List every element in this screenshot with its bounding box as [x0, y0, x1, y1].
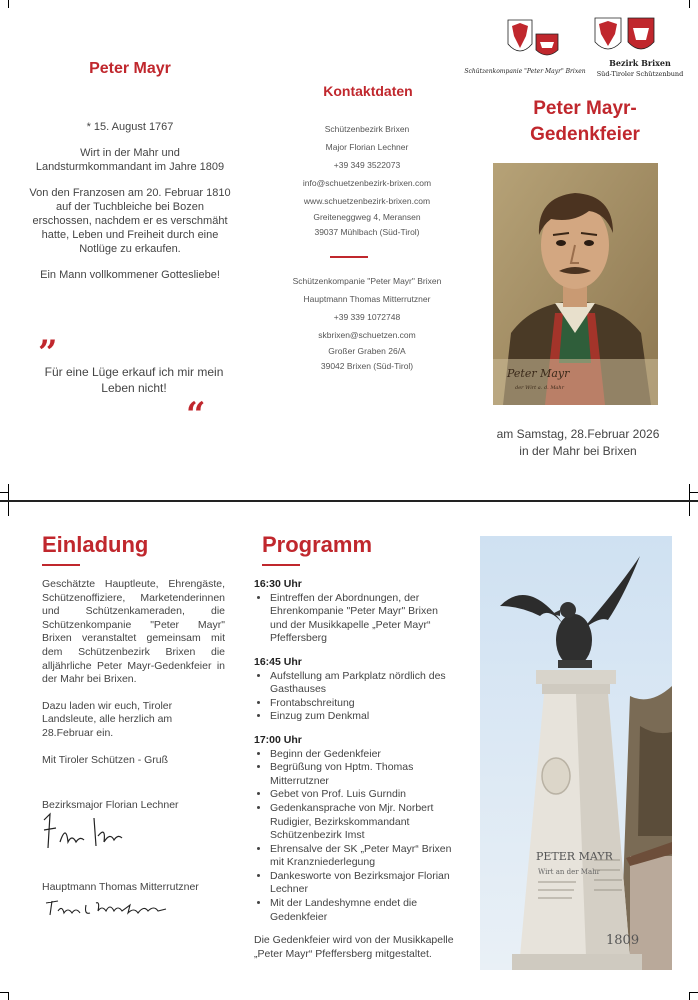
time-slot: 16:30 Uhr — [254, 578, 302, 590]
programme-item: • Gedenkansprache von Mjr. Norbert Rudigier, Bezirkskommandant Schützenbezirk Imst — [270, 802, 458, 843]
contact-line: 39037 Mühlbach (Süd-Tirol) — [314, 227, 420, 237]
crop-mark — [8, 992, 9, 1000]
event-title-line: Peter Mayr- — [533, 98, 637, 119]
programme-item: • Gebet von Prof. Luis Gurndin — [270, 788, 458, 802]
crop-mark — [690, 992, 698, 993]
programme-items — [254, 748, 458, 925]
fold-divider — [0, 500, 698, 502]
invitation-title: Einladung — [42, 532, 149, 557]
event-title — [495, 96, 675, 148]
programme-item: • Dankesworte von Bezirksmajor Florian Lechner — [270, 870, 458, 897]
programme-item: • Mit der Landeshymne endet die Gedenkfeier — [270, 897, 458, 924]
quote-open-icon: ” — [38, 333, 58, 373]
crop-mark — [690, 492, 698, 493]
monument-inscription: PETER MAYR — [536, 850, 613, 863]
quote-close-icon: “ — [186, 395, 206, 435]
invitation-text — [42, 578, 225, 817]
logos — [462, 14, 690, 84]
contact-phone: +39 339 1072748 — [333, 312, 401, 322]
biography — [28, 120, 232, 294]
peter-mayr-title: Peter Mayr — [89, 60, 171, 77]
time-slot: 16:45 Uhr — [254, 655, 302, 668]
contact-line: Schützenkompanie "Peter Mayr" Brixen — [292, 276, 442, 286]
signatory-2-name: Hauptmann Thomas Mitterrutzner — [42, 881, 199, 893]
programme-item: • Eintreffen der Abordnungen, der Ehrenkompanie "Peter Mayr" Brixen und der Musikkapelle „Peter Mayr“ Pfeffersberg — [270, 592, 458, 646]
event-title-line: Gedenkfeier — [530, 124, 640, 145]
crop-mark — [0, 492, 8, 493]
kompanie-caption: Schützenkompanie "Peter Mayr" Brixen — [464, 68, 586, 75]
programme-item: • Frontabschreitung — [270, 697, 458, 711]
red-separator — [42, 564, 80, 566]
contact-email: info@schuetzenbezirk-brixen.com — [302, 178, 432, 188]
programme-items — [254, 670, 458, 724]
contact-title: Kontaktdaten — [323, 83, 413, 99]
contact-email: skbrixen@schuetzen.com — [318, 330, 416, 340]
bio-paragraph-2: Von den Franzosen am 20. Februar 1810 auf der Tuchbleiche bei Bozen erschossen, nachdem er es verschmäht hatte, Leben und Freiheit durch eine Notlüge zu erkaufen. — [29, 187, 231, 255]
signature-lechner — [40, 806, 140, 863]
bezirk-caption: Bezirk Brixen — [609, 58, 671, 68]
bio-paragraph-1: Wirt in der Mahr und Landsturmkommandant im Jahre 1809 — [35, 147, 225, 173]
invitation-paragraph-2: Dazu laden wir euch, Tiroler Landsleute, alle herzlich am 28.Februar ein. — [42, 699, 173, 739]
quote: Für eine Lüge erkauf ich mir mein Leben nicht! — [44, 365, 224, 395]
programme-item: • Ehrensalve der SK „Peter Mayr“ Brixen mit Kranzniederlegung — [270, 843, 458, 870]
birth-date: * 15. August 1767 — [86, 121, 174, 133]
programme-item: • Begrüßung von Hptm. Thomas Mitterrutzner — [270, 761, 458, 788]
contact-line: 39042 Brixen (Süd-Tirol) — [320, 361, 414, 371]
programme-list — [254, 578, 458, 961]
event-location-line: in der Mahr bei Brixen — [519, 444, 637, 458]
red-separator — [262, 564, 300, 566]
contact-line: Major Florian Lechner — [325, 142, 409, 152]
signatory-1-name: Bezirksmajor Florian Lechner — [42, 799, 179, 812]
invitation-paragraph-1: Geschätzte Hauptleute, Ehrengäste, Schützenoffiziere, Marketenderinnen und Schützenkameraden, die Schützenkompanie "Peter Mayr" Brixen veranstaltet gemeinsam mit dem Schützenbezirk Brixen die alljährliche Peter Mayr-Gedenkfeier in der Mahr bei Brixen. — [42, 578, 225, 686]
contact-block-bezirk — [262, 120, 472, 240]
crop-mark — [689, 0, 690, 8]
contact-line: Großer Graben 26/A — [328, 346, 406, 356]
contact-line: Hauptmann Thomas Mitterrutzner — [303, 294, 431, 304]
red-separator — [330, 256, 368, 258]
monument-year: 1809 — [606, 933, 640, 948]
crop-mark — [0, 992, 8, 993]
crop-mark — [689, 992, 690, 1000]
time-slot: 17:00 Uhr — [254, 733, 302, 746]
signature-mitterrutzner — [44, 895, 174, 924]
programme-closing: Die Gedenkfeier wird von der Musikkapelle „Peter Mayr“ Pfeffersberg mitgestaltet. — [254, 934, 454, 960]
programme-items — [254, 592, 458, 646]
monument-inscription-sub: Wirt an der Mahr — [538, 868, 600, 876]
event-date-line: am Samstag, 28.Februar 2026 — [496, 427, 660, 441]
schuetzenbund-caption: Süd-Tiroler Schützenbund — [596, 70, 684, 78]
event-date — [488, 426, 668, 460]
programme-item: • Beginn der Gedenkfeier — [270, 748, 458, 762]
portrait-subcaption: der Wirt a. d. Mahr — [515, 385, 565, 391]
crop-mark — [8, 0, 9, 8]
monument-photo — [480, 536, 672, 970]
bio-paragraph-3: Ein Mann vollkommener Gottesliebe! — [40, 269, 220, 281]
portrait-image — [493, 163, 658, 405]
contact-block-kompanie — [262, 272, 472, 374]
programme-item: • Aufstellung am Parkplatz nördlich des Gasthauses — [270, 670, 458, 697]
contact-line: Greiteneggweg 4, Meransen — [313, 212, 421, 222]
contact-line: Schützenbezirk Brixen — [324, 124, 410, 134]
contact-phone: +39 349 3522073 — [333, 160, 401, 170]
portrait-caption: Peter Mayr — [507, 367, 570, 380]
programme-title: Programm — [262, 532, 373, 557]
programme-item: • Einzug zum Denkmal — [270, 710, 458, 724]
contact-website: www.schuetzenbezirk-brixen.com — [303, 196, 431, 206]
greeting: Mit Tiroler Schützen - Gruß — [42, 753, 169, 766]
